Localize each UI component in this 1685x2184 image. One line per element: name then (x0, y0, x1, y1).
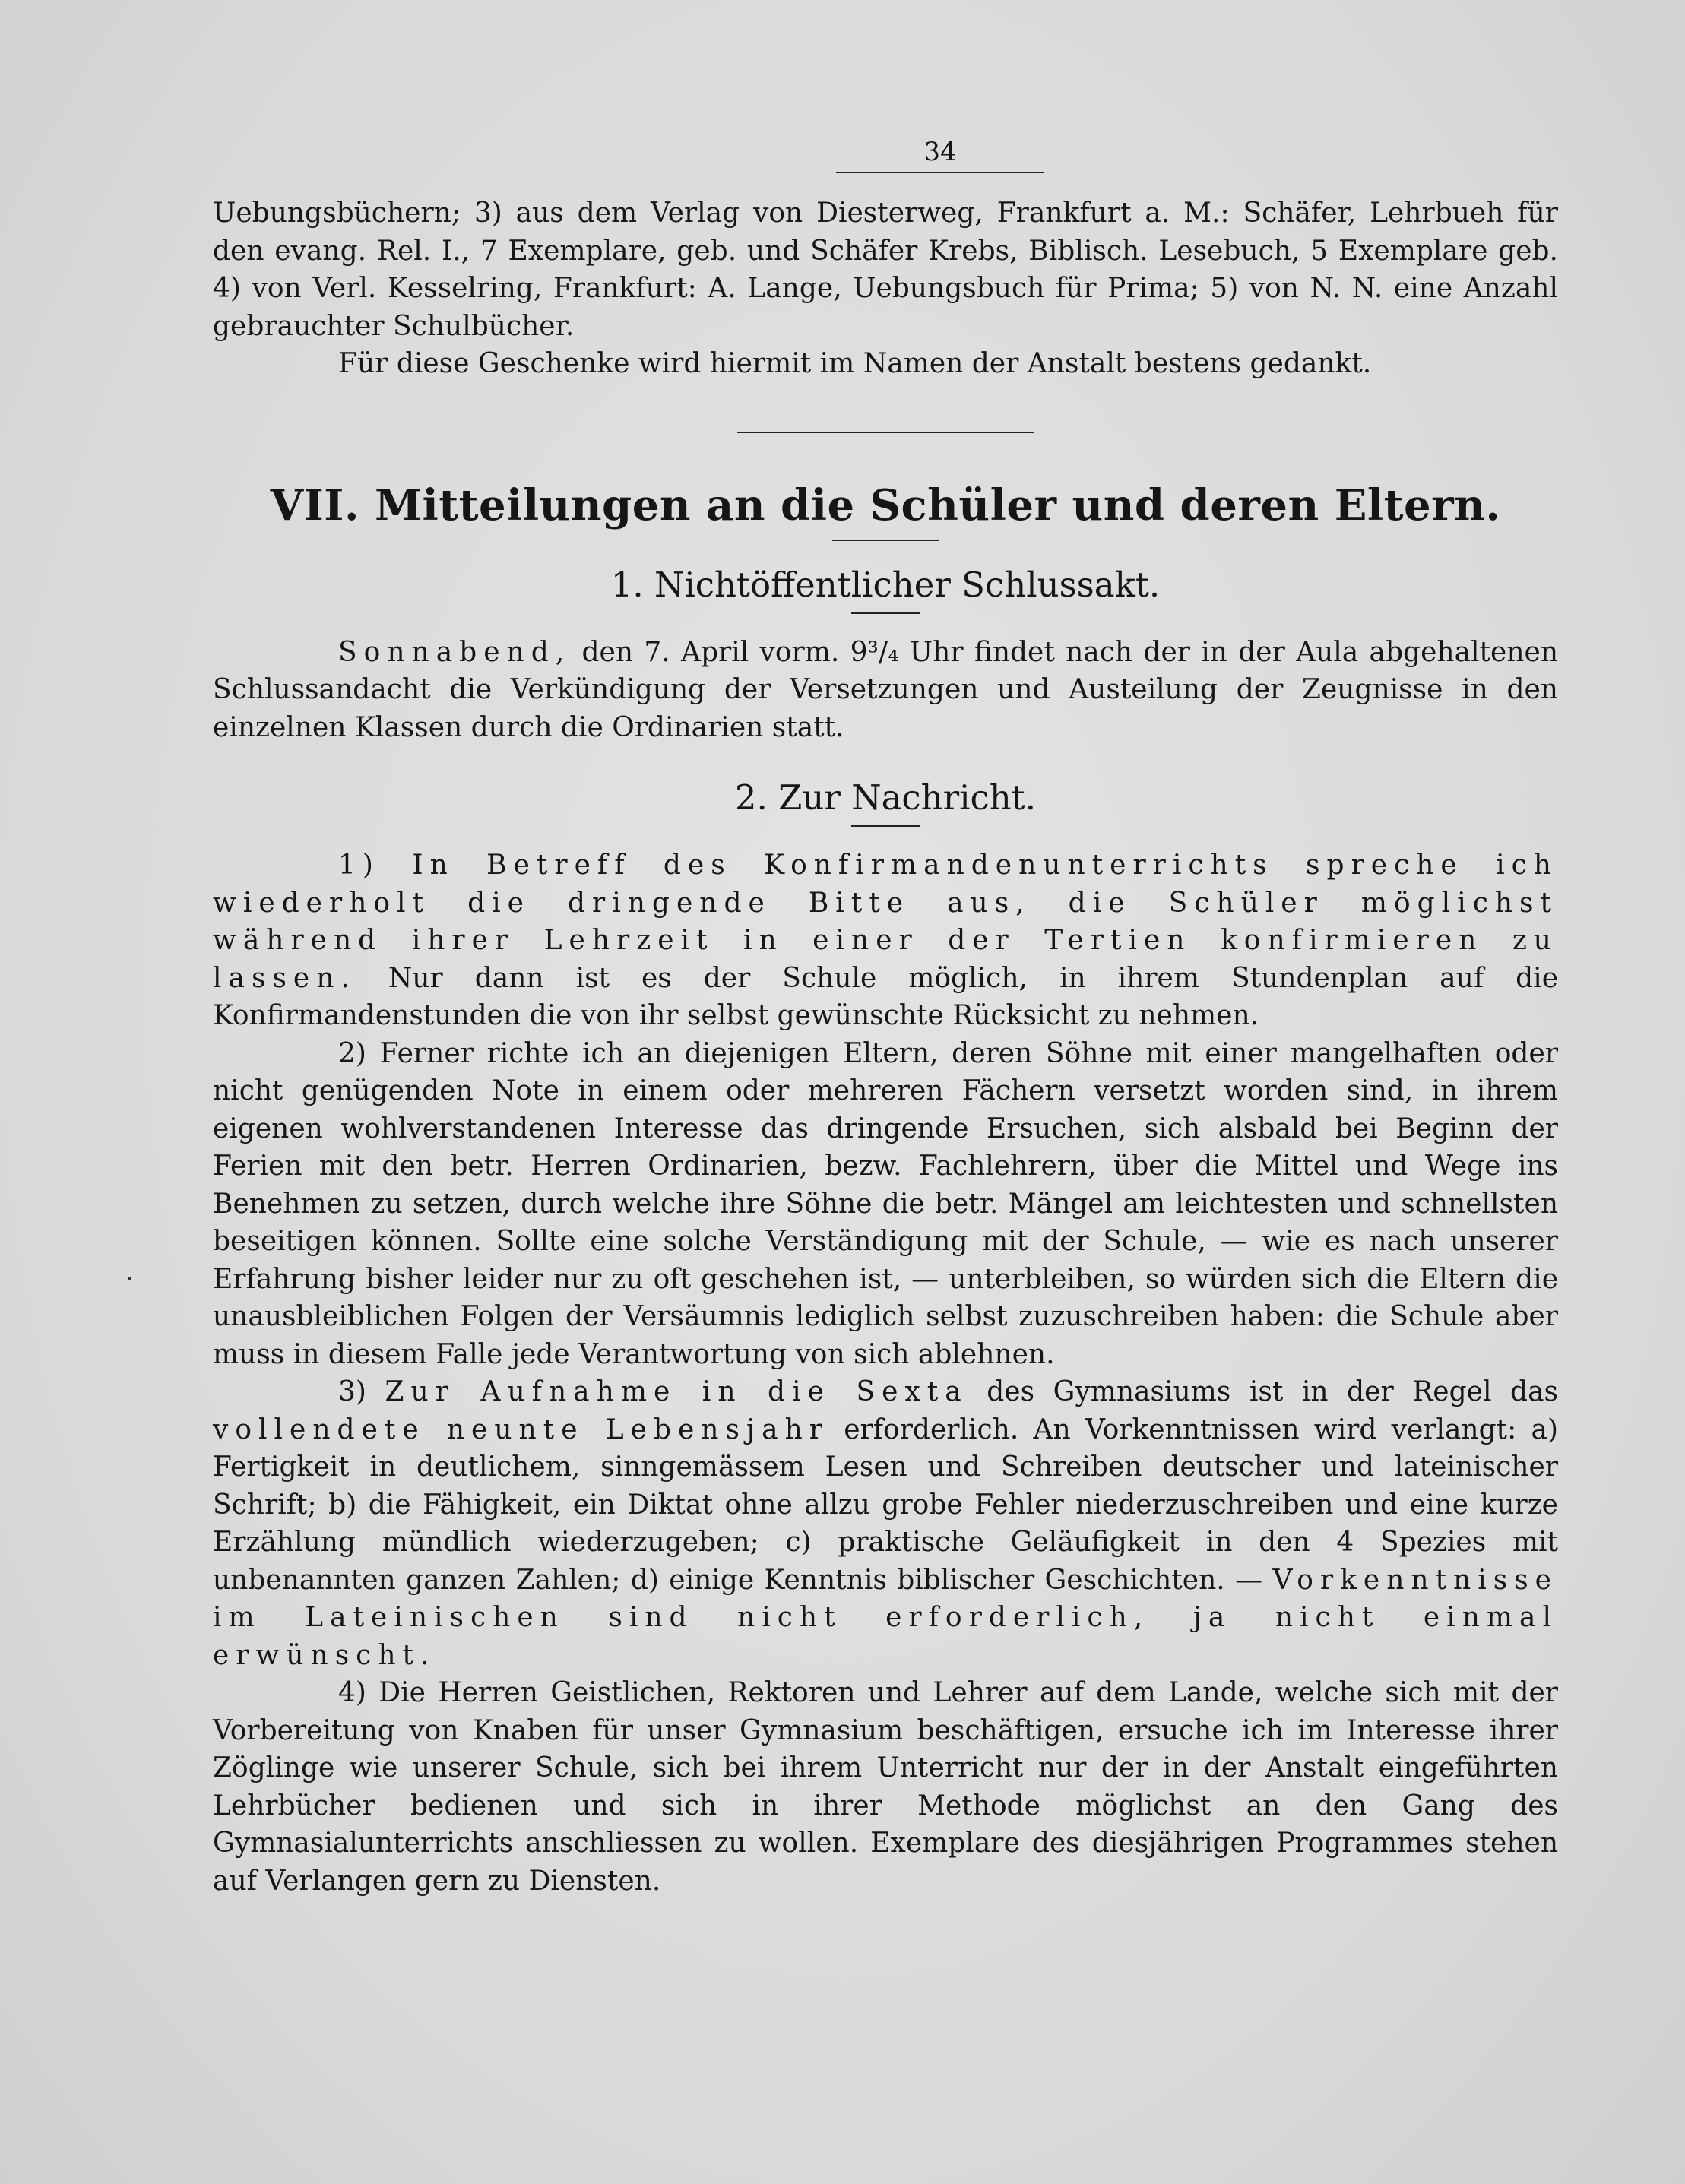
page-number: 34 (923, 137, 957, 167)
item-3-spaced-b: vollendete neunte Lebensjahr (213, 1413, 829, 1445)
item-3-number: 3) (338, 1376, 385, 1407)
item-1-rest: Nur dann ist es der Schule möglich, in ihrem Stundenplan auf die Konfirmandenstunden die von ihr selbst gewünschte Rücksicht zu nehmen. (213, 962, 1558, 1031)
subsection-rule-2 (851, 825, 920, 827)
subsection-title-schlussakt: 1. Nichtöffentlicher Schlussakt. (610, 564, 1161, 605)
subsection-rule-1 (851, 612, 920, 614)
item-3-text-b: erforderlich. An Vorkenntnissen wird verlangt: a) Fertigkeit in deutlichem, sinngemässem Lesen und Schreiben deutscher und lateinischer Schrift; b) die Fähigkeit, ein Diktat ohne allzu grobe Fehler niederzuschreiben und eine kurze Erzählung mündlich wiederzugeben; c) praktische Geläufigkeit in den 4 Spezies mit unbenannten ganzen Zahlen; d) einige Kenntnis biblischer Geschichten. — (213, 1413, 1558, 1596)
section-divider (737, 432, 1034, 433)
schlussakt-text: den 7. April vorm. 9³/₄ Uhr findet nach der in der Aula abgehaltenen Schlussandacht die Verkündigung der Versetzungen und Austeilung der Zeugnisse in den einzelnen Klassen durch die Ordinarien statt. (213, 636, 1558, 743)
subsection-title-nachricht: 2. Zur Nachricht. (734, 777, 1037, 818)
item-3-spaced-c: Vorkenntnisse im Lateinischen sind nicht erforderlich, ja nicht einmal erwünscht. (213, 1564, 1558, 1671)
page-content (213, 137, 1558, 1900)
section-title-rule (832, 540, 939, 541)
paragraph-item-4: 4) Die Herren Geistlichen, Rektoren und Lehrer auf dem Lande, welche sich mit der Vorbereitung von Knaben für unser Gymnasium beschäftigen, ersuche ich im Interesse ihrer Zöglinge wie unserer Schule, sich bei ihrem Unterricht nur der in der Anstalt eingeführten Lehrbücher bedienen und sich in ihrer Methode möglichst an den Gang des Gymnasialunterrichts anschliessen zu wollen. Exemplare des diesjährigen Programmes stehen auf Verlangen gern zu Diensten. (213, 1677, 1558, 1897)
item-3-spaced-a: Zur Aufnahme in die Sexta (385, 1376, 968, 1407)
paragraph-continuation: Uebungsbüchern; 3) aus dem Verlag von Diesterweg, Frankfurt a. M.: Schäfer, Lehrbueh für den evang. Rel. I., 7 Exemplare, geb. und Schäfer Krebs, Biblisch. Lesebuch, 5 Exemplare geb. 4) von Verl. Kesselring, Frankfurt: A. Lange, Uebungsbuch für Prima; 5) von N. N. eine Anzahl gebrauchter Schulbücher. (213, 198, 1558, 342)
margin-mark (128, 1277, 131, 1280)
item-1-spaced: 1) In Betreff des Konfirmandenunterrichts spreche ich wiederholt die dringende Bitte aus, die Schüler möglichst während ihrer Lehrzeit in einer der Tertien konfirmieren zu lassen. (213, 850, 1558, 994)
paragraph-schlussakt (213, 634, 1558, 747)
page-number-rule (836, 172, 1044, 173)
paragraph-item-1 (213, 847, 1558, 1035)
item-3-text-a: des Gymnasiums ist in der Regel das (968, 1376, 1559, 1407)
paragraph-item-3 (213, 1373, 1558, 1674)
spaced-lead: Sonnabend, (338, 636, 572, 668)
paragraph-thanks: Für diese Geschenke wird hiermit im Namen der Anstalt bestens gedankt. (338, 348, 1372, 379)
paragraph-item-2: 2) Ferner richte ich an diejenigen Eltern, deren Söhne mit einer mangelhaften oder nicht genügenden Note in einem oder mehreren Fächern versetzt worden sind, in ihrem eigenen wohlverstandenen Interesse das dringende Ersuchen, sich alsbald bei Beginn der Ferien mit den betr. Herren Ordinarien, bezw. Fachlehrern, über die Mittel und Wege ins Benehmen zu setzen, durch welche ihre Söhne die betr. Mängel am leichtesten und schnellsten beseitigen können. Sollte eine solche Verständigung mit der Schule, — wie es nach unserer Erfahrung bisher leider nur zu oft geschehen ist, — unterbleiben, so würden sich die Eltern die unausbleiblichen Folgen der Versäumnis lediglich selbst zuzuschreiben haben: die Schule aber muss in diesem Falle jede Verantwortung von sich ablehnen. (213, 1037, 1558, 1370)
section-title: VII. Mitteilungen an die Schüler und deren Eltern. (270, 480, 1501, 530)
